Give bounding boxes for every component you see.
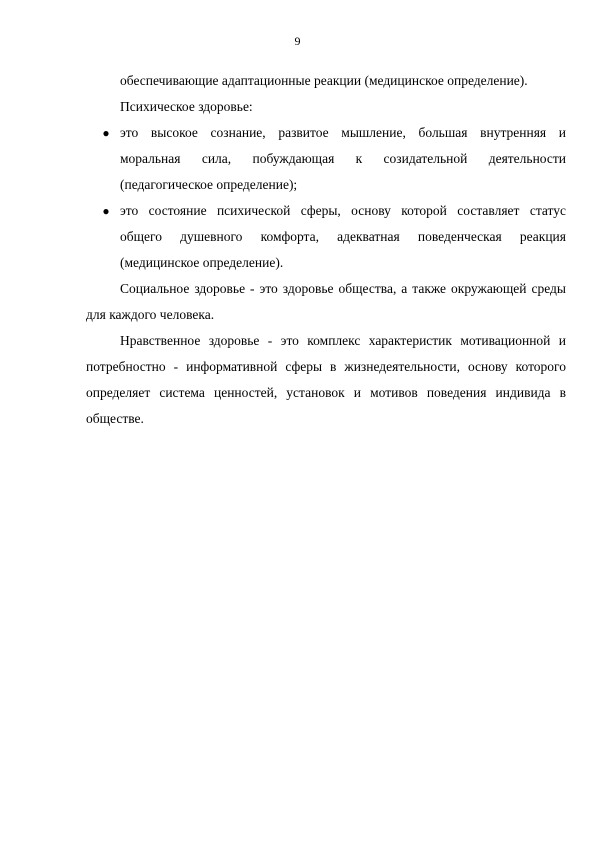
list-item-medical	[86, 198, 566, 276]
list-item-line: это состояние психической сферы, основу которой составляет статус	[120, 203, 566, 218]
list-item-pedagogical	[86, 120, 566, 198]
body-text	[86, 68, 566, 432]
paragraph-moral-line: обществе.	[86, 411, 144, 426]
list-item-line: это высокое сознание, развитое мышление, большая внутренняя и	[120, 125, 566, 140]
continuation-line: обеспечивающие адаптационные реакции (медицинское определение).	[120, 73, 528, 88]
bullet-icon: ●	[102, 204, 110, 218]
page-number: 9	[294, 34, 301, 48]
paragraph-social-line: для каждого человека.	[86, 307, 215, 322]
paragraph-moral-line: определяет система ценностей, установок и мотивов поведения индивида в	[86, 385, 566, 400]
paragraph-moral-line: Нравственное здоровье - это комплекс характеристик мотивационной и	[120, 333, 566, 348]
bullet-icon: ●	[102, 126, 110, 140]
list-item-line: общего душевного комфорта, адекватная поведенческая реакция	[120, 229, 566, 244]
paragraph-social-line: Социальное здоровье - это здоровье общества, а также окружающей среды	[120, 281, 566, 296]
list-item-line: моральная сила, побуждающая к созидательной деятельности	[120, 151, 566, 166]
list-item-line: (педагогическое определение);	[120, 177, 298, 192]
heading-psychic-health: Психическое здоровье:	[120, 99, 253, 114]
list-item-line: (медицинское определение).	[120, 255, 284, 270]
paragraph-moral-line: потребностно - информативной сферы в жизнедеятельности, основу которого	[86, 359, 566, 374]
